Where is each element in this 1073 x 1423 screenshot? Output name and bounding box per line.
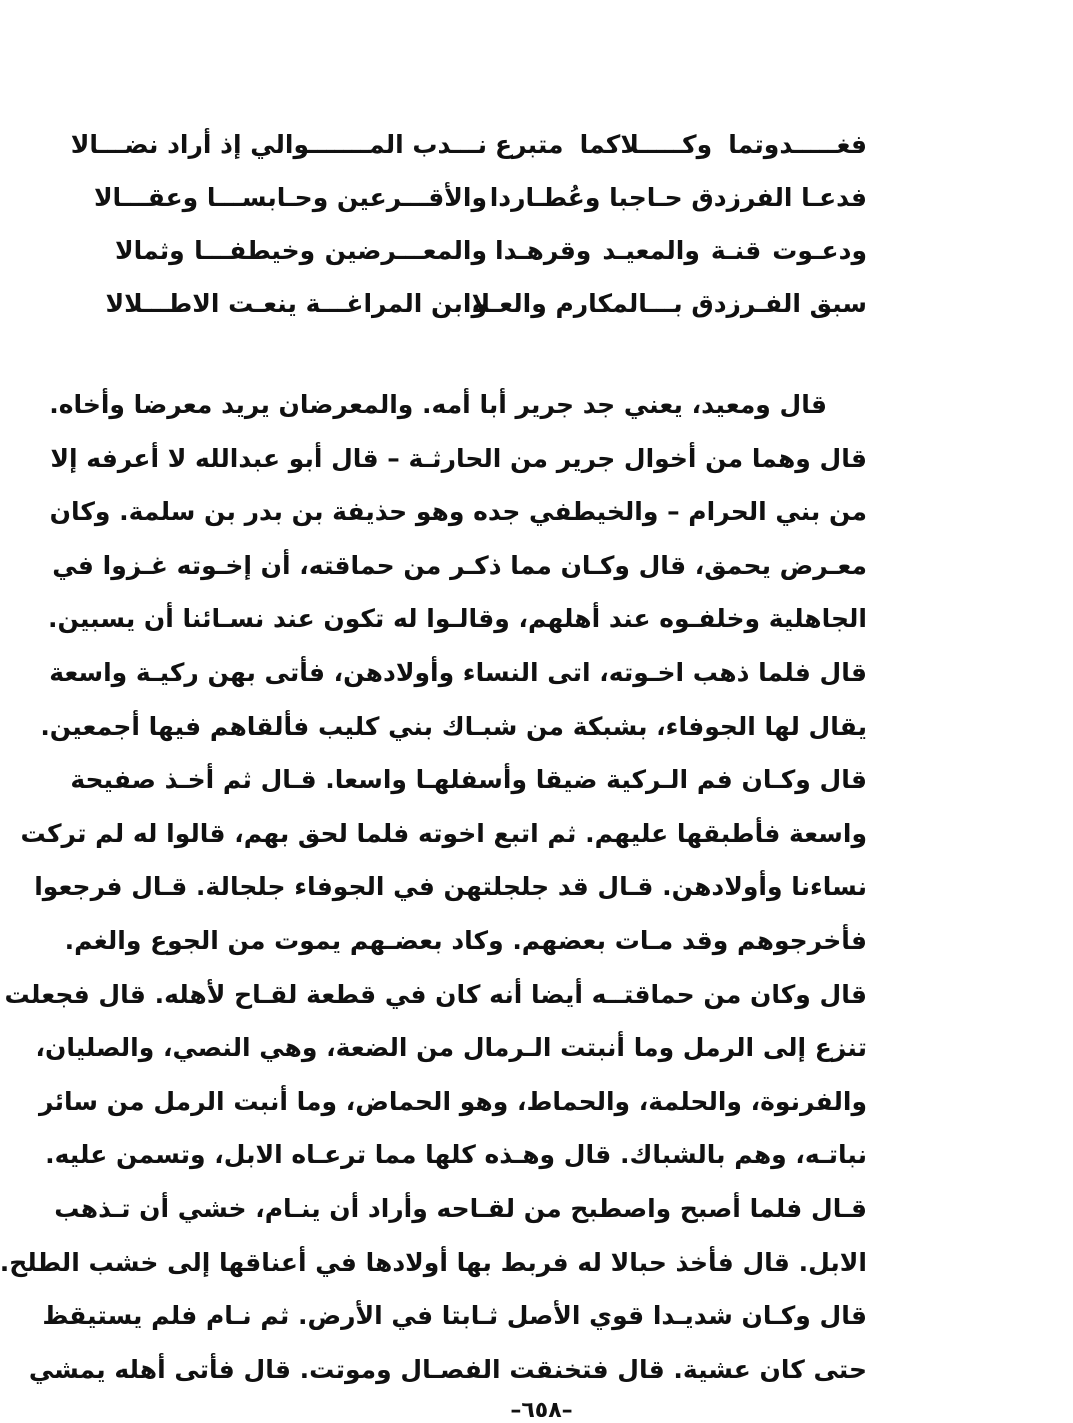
poem-block [70,118,867,330]
page-number: –٦٥٨– [510,1398,573,1423]
prose-line: قال وكـان شديـدا قوي الأصل ثـابتا في الأرض. ثم نـام فلم يستيقظ [42,1301,867,1331]
verse-first-hemistich: ودعـوت قنـة والمعيـد وقرهـدا [495,236,867,265]
prose-line: واسعة فأطبقها عليهم. ثم اتبع اخوته فلما لحق بهم، قالوا له لم تركت [20,818,867,848]
prose-line: الابل. قال فأخذ حبالا له فربط بها أولادها في أعناقها إلى خشب الطلح. [0,1247,867,1277]
poem-verse [93,171,867,224]
prose-line: يقال لها الجوفاء، بشبكة من شبـاك بني كليب فألقاهم فيها أجمعين. [40,711,867,741]
verse-second-hemistich: والأقـــرعين وحـابســـا وعقـــالا [93,183,487,212]
prose-line: نباتـه، وهم بالشباك. قال وهـذه كلها مما ترعـاه الابل، وتسمن عليه. [45,1140,867,1170]
prose-block [0,378,867,1396]
verse-first-hemistich: فغـــــدوتما وكـــــلاكما متبرع [495,130,867,159]
poem-verse [115,224,867,277]
prose-line: قال وهما من أخوال جرير من الحارثـة – قال أبو عبدالله لا أعرفه إلا [50,443,867,473]
poem-verse [70,118,867,171]
prose-line: فأخرجوهم وقد مـات بعضهم. وكاد بعضـهم يموت من الجوع والغم. [64,925,867,955]
verse-first-hemistich: فدعـا الفرزدق حـاجبا وعُطـاردا [489,183,867,212]
prose-line: قال وكـان فم الـركية ضيقا وأسفلهـا واسعا. قـال ثم أخـذ صفيحة [70,765,867,795]
prose-line: معـرض يحمق، قال وكـان مما ذكـر من حماقته، أن إخـوته غـزوا في [52,550,867,580]
prose-line: الجاهلية وخلفـوه عند أهلهم، وقالـوا له تكون عند نسـائنا أن يسبين. [47,604,867,634]
prose-line: حتى كان عشية. قال فتخنقت الفصـال وموتت. قال فأتى أهله يمشي [28,1354,867,1384]
prose-line: تنزع إلى الرمل وما أنبتت الـرمال من الضعة، وهي النصي، والصليان، [35,1033,867,1063]
verse-second-hemistich: وابن المراغـــة ينعـت الاطـــلالا [105,289,487,318]
prose-line: قال ومعيد، يعني جد جرير أبا أمه. والمعرضان يريد معرضا وأخاه. [49,390,827,419]
prose-line: نساءنا وأولادهن. قـال قد جلجلتهن في الجوفاء جلجالة. قـال فرجعوا [34,872,867,902]
prose-line: قال فلما ذهب اخـوته، اتى النساء وأولادهن، فأتى بهن ركيـة واسعة [49,657,867,687]
verse-second-hemistich: والمعـــرضين وخيطفـــا وثمالا [115,236,487,265]
prose-line: من بني الحرام – والخيطفي جده وهو حذيفة بن بدر بن سلمة. وكان [49,497,867,527]
prose-line: قال وكان من حماقتــه أيضا أنه كان في قطعة لقـاح لأهله. قال فجعلت [4,979,867,1009]
prose-line: قـال فلما أصبح واصطبح من لقـاحه وأراد أن ينـام، خشي أن تـذهب [54,1193,867,1223]
verse-first-hemistich: سبق الفـرزدق بـــالمكارم والعـلا [471,289,867,318]
prose-line: والفرنوة، والحلمة، والحماط، وهو الحماض، وما أنبت الرمل من سائر [39,1086,867,1116]
verse-second-hemistich: نـــدب المـــــــوالي إذ أراد نضـــالا [70,130,487,159]
poem-verse [105,277,867,330]
